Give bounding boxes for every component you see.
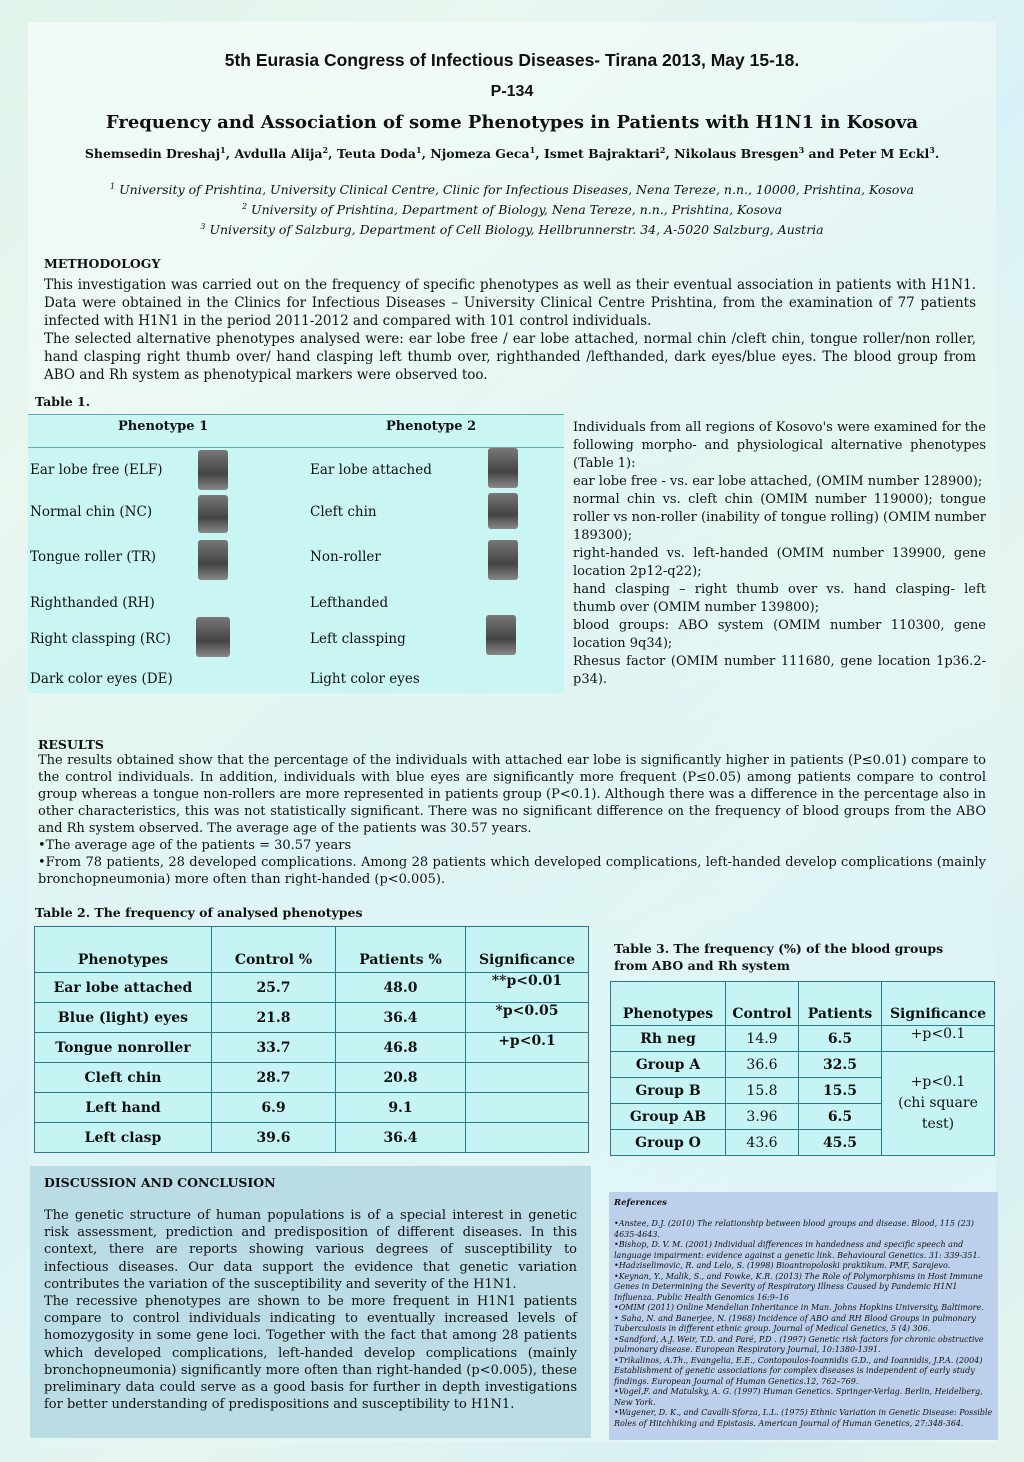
table2-cell: Ear lobe attached: [35, 973, 212, 1003]
reference-item: •Sandford, A.J. Weir, T.D. and Paré, P.D . (1997) Genetic risk factors for chronic obstructive pulmonary disease. European Respiratory Journal, 10:1380-1391.: [614, 1334, 984, 1354]
note-line: normal chin vs. cleft chin (OMIM number 119000); tongue roller vs non-roller (inability of tongue rolling) (OMIM number 189300);: [573, 492, 986, 543]
reference-item: •Keynan, Y., Malik, S., and Fowke, K.R. (2013) The Role of Polymorphisms in Host Immune Genes in Determining the Severity of Respiratory Illness Caused by Pandemic H1N1 Influenza. Public Health Genomics 16:9–16: [614, 1271, 983, 1302]
table1-divider: [28, 447, 564, 448]
table1-cell: Lefthanded: [310, 595, 389, 611]
right-clasp-photo: [196, 617, 230, 657]
table2-cell: Blue (light) eyes: [35, 1003, 212, 1033]
results-paragraph: The results obtained show that the percentage of the individuals with attached ear lobe is significantly higher in patients (P≤0.01) compare to the control individuals. In addition, individuals with blue eyes are significantly more frequent (P≤0.05) among patients compare to control group whereas a tongue non-rollers are more represented in patients group (P<0.1). Although there was a difference in the percentage also in other characteristics, this was not statistically significant. There was no significant difference on the frequency of blood groups from the ABO and Rh system observed. The average age of the patients was 30.57 years.: [38, 753, 986, 836]
table2-cell: 21.8: [212, 1003, 336, 1033]
table1-header: Phenotype 2: [386, 419, 477, 434]
table3-cell: 45.5: [799, 1130, 882, 1156]
author: Njomeza Geca: [430, 146, 530, 162]
author: Peter M Eckl: [838, 146, 930, 162]
table1-cell: Ear lobe attached: [310, 462, 432, 478]
table1-cell: Tongue roller (TR): [30, 549, 157, 565]
table2-header: Phenotypes: [35, 927, 212, 973]
table2-cell: Cleft chin: [35, 1063, 212, 1093]
table3-cell: 43.6: [726, 1130, 799, 1156]
table1-cell: Normal chin (NC): [30, 504, 153, 520]
author-sup: 1: [529, 145, 536, 155]
author: Shemsedin Dreshaj: [84, 146, 221, 162]
methodology-paragraph: The selected alternative phenotypes analysed were: ear lobe free / ear lobe attached, normal chin /cleft chin, tongue roller/non roller, hand clasping right thumb over/ hand clasping left thumb over, righthanded /lefthanded, dark eyes/blue eyes. The blood group from ABO and Rh system as phenotypical markers were observed too.: [44, 331, 976, 383]
table2-cell: **p<0.01: [466, 973, 589, 1003]
non-roller-photo: [488, 540, 518, 580]
author: Ismet Bajraktari: [543, 146, 660, 162]
table3-cell: 15.5: [799, 1078, 882, 1104]
ear-lobe-attached-photo: [488, 448, 518, 488]
reference-item: •Vogel,F. and Matulsky, A. G. (1997) Human Genetics. Springer-Verlag. Berlin, Heidelberg, New York.: [614, 1387, 983, 1407]
author-sup: 2: [322, 145, 329, 155]
discussion-text: [44, 1207, 577, 1413]
table3-significance: +p<0.1 (chi square test): [882, 1052, 995, 1156]
table3-cell: 14.9: [726, 1026, 799, 1052]
table2-cell: 46.8: [336, 1033, 466, 1063]
affiliation: $^2$ University of Prishtina, Department of Biology, Nena Tereze, n.n., Prishtina, Kosova: [241, 202, 783, 218]
references-heading: References: [614, 1198, 667, 1208]
affiliation: $^1$ University of Prishtina, University Clinical Centre, Clinic for Infectious Diseases, Nena Tereze, n.n., 10000, Prishtina, Kosova: [110, 182, 914, 198]
table3-header: Control: [726, 982, 799, 1026]
table2-cell: 28.7: [212, 1063, 336, 1093]
table2-cell: 33.7: [212, 1033, 336, 1063]
affiliation: $^3$ University of Salzburg, Department of Cell Biology, Hellbrunnerstr. 34, A-5020 Salzburg, Austria: [200, 222, 824, 238]
table3-cell: 3.96: [726, 1104, 799, 1130]
table3-cell: 6.5: [799, 1026, 882, 1052]
left-clasp-photo: [486, 615, 516, 655]
results-bullet: •From 78 patients, 28 developed complications. Among 28 patients which developed complications, left-handed develop complications (mainly bronchopneumonia) more often than right-handed (p<0.005).: [38, 855, 986, 887]
table1-header: Phenotype 1: [118, 419, 209, 434]
tongue-roller-photo: [198, 540, 228, 580]
table1-cell: Righthanded (RH): [30, 595, 155, 611]
reference-item: •Trikalinos, A.Th., Evangelia, E.E., Contopoulos-Ioannidis G.D., and Ioannidis, J.P.A. (2004) Establishment of genetic associations for complex diseases is independent of early study findings. European Journal of Human Genetics.12, 762–769.: [614, 1355, 983, 1386]
table3-cell: 15.8: [726, 1078, 799, 1104]
table1: [28, 414, 564, 693]
table3-header: Patients: [799, 982, 882, 1026]
references-list: [614, 1219, 995, 1429]
author: Avdulla Alija: [234, 146, 323, 162]
table2-header: Significance: [466, 927, 589, 973]
table3-cell: Group A: [611, 1052, 726, 1078]
author-sup: 3: [798, 145, 805, 155]
note-line: Rhesus factor (OMIM number 111680, gene location 1p36.2-p34).: [573, 654, 986, 687]
table2-cell: [466, 1123, 589, 1153]
table3-cell: 6.5: [799, 1104, 882, 1130]
table3-caption: Table 3. The frequency (%) of the blood groups from ABO and Rh system: [614, 941, 944, 973]
table3-cell: 32.5: [799, 1052, 882, 1078]
reference-item: •Wagener, D. K., and Cavalli-Sforza, L.L. (1975) Ethnic Variation in Genetic Disease: Possible Roles of Hitchhiking and Epistasis. American Journal of Human Genetics, 27:348-364.: [614, 1408, 993, 1428]
discussion-box: [30, 1166, 591, 1438]
table2-cell: Tongue nonroller: [35, 1033, 212, 1063]
references-box: [609, 1192, 998, 1440]
cleft-chin-photo: [488, 493, 518, 529]
table2-cell: 39.6: [212, 1123, 336, 1153]
table3-cell: 36.6: [726, 1052, 799, 1078]
poster-number: P-134: [490, 83, 534, 100]
table1-cell: Left classping: [310, 631, 406, 647]
table1-cell: Dark color eyes (DE): [30, 671, 173, 687]
table2-cell: Left hand: [35, 1093, 212, 1123]
table1-cell: Cleft chin: [310, 504, 377, 520]
table3-cell: Group B: [611, 1078, 726, 1104]
author-sup: 2: [659, 145, 666, 155]
table2-header: Patients %: [336, 927, 466, 973]
results-bullet: •The average age of the patients = 30.57 years: [38, 838, 352, 853]
author-list: Shemsedin Dreshaj$^1$, Avdulla Alija$^2$, Teuta Doda$^1$, Njomeza Geca$^1$, Ismet Bajraktari$^2$, Nikolaus Bresgen$^3$ and Peter M Eckl$^3$.: [84, 145, 940, 162]
reference-item: •Anstee, D.J. (2010) The relationship between blood groups and disease. Blood, 115 (23) 4635-4643.: [614, 1219, 974, 1239]
methodology-heading: METHODOLOGY: [44, 256, 161, 271]
author-sup: 1: [220, 145, 226, 155]
table2-cell: 25.7: [212, 973, 336, 1003]
methodology-paragraph: This investigation was carried out on the frequency of specific phenotypes as well as their eventual association in patients with H1N1. Data were obtained in the Clinics for Infectious Diseases – University Clinical Centre Prishtina, from the examination of 77 patients infected with H1N1 in the period 2011-2012 and compared with 101 control individuals.: [44, 277, 976, 329]
table2-cell: 36.4: [336, 1003, 466, 1033]
note-line: ear lobe free - vs. ear lobe attached, (OMIM number 128900);: [573, 474, 983, 489]
results-text: [38, 752, 986, 888]
table3-header: Phenotypes: [611, 982, 726, 1026]
table3-cell: Group AB: [611, 1104, 726, 1130]
congress-title: 5th Eurasia Congress of Infectious Diseases- Tirana 2013, May 15-18.: [224, 50, 800, 70]
methodology-text: [44, 276, 976, 384]
discussion-paragraph: The recessive phenotypes are shown to be more frequent in H1N1 patients compare to control individuals indicating to eventually increased levels of homozygosity in some gene loci. Together with the fact that among 28 patients which developed complications, left-handed develop complications (mainly bronchopneumonia) significantly more often than right-handed (p<0.005), these preliminary data could serve as a good basis for further in depth investigations for better understanding of predispositions and susceptibility to H1N1.: [44, 1294, 577, 1413]
ear-lobe-free-photo: [198, 450, 228, 490]
poster-title: Frequency and Association of some Phenotypes in Patients with H1N1 in Kosova: [105, 112, 919, 133]
affiliations: [40, 178, 984, 238]
author: Teuta Doda: [336, 146, 416, 162]
reference-item: •Hadziselimovic, R. and Lelo, S. (1998) Bioantropoloski praktikum. PMF, Sarajevo.: [614, 1261, 951, 1270]
note-line: hand clasping – right thumb over vs. hand clasping- left thumb over (OMIM number 139800);: [573, 582, 986, 615]
table1-notes: [573, 419, 986, 689]
note-line: blood groups: ABO system (OMIM number 110300, gene location 9q34);: [573, 618, 986, 651]
table2-cell: +p<0.1: [466, 1033, 589, 1063]
table2-header: Control %: [212, 927, 336, 973]
table2-cell: 36.4: [336, 1123, 466, 1153]
table2-cell: 9.1: [336, 1093, 466, 1123]
table1-cell: Light color eyes: [310, 671, 420, 687]
table3: [610, 981, 995, 1156]
note-line: Individuals from all regions of Kosovo's were examined for the following morpho- and physiological alternative phenotypes (Table 1):: [573, 420, 986, 471]
table3-cell: Group O: [611, 1130, 726, 1156]
discussion-heading: DISCUSSION AND CONCLUSION: [44, 1175, 276, 1190]
normal-chin-photo: [198, 495, 228, 533]
discussion-paragraph: The genetic structure of human populations is of a special interest in genetic risk assessment, prediction and predisposition of different diseases. In this context, there are reports showing various degrees of susceptibility to infectious diseases. Our data support the evidence that genetic variation contributes the variation of the susceptibility and severity of the H1N1.: [44, 1208, 577, 1292]
table2-cell: [466, 1093, 589, 1123]
table1-cell: Right classping (RC): [30, 631, 171, 647]
reference-item: •Bishop, D. V. M. (2001) Individual differences in handedness and specific speech and language impairment: evidence against a genetic link. Behavioural Genetics. 31: 339-351.: [614, 1240, 981, 1260]
note-line: right-handed vs. left-handed (OMIM number 139900, gene location 2p12-q22);: [573, 546, 986, 579]
table1-cell: Ear lobe free (ELF): [30, 462, 163, 478]
table2-cell: 6.9: [212, 1093, 336, 1123]
table3-cell: Rh neg: [611, 1026, 726, 1052]
author-sup: 1: [415, 145, 422, 155]
reference-item: •OMIM (2011) Online Mendelian Inheritance in Man. Johns Hopkins University, Baltimore.: [614, 1303, 984, 1312]
results-heading: RESULTS: [38, 737, 104, 752]
table2-cell: [466, 1063, 589, 1093]
table3-significance: +p<0.1: [882, 1026, 995, 1052]
table2-cell: 48.0: [336, 973, 466, 1003]
table2: [34, 926, 589, 1153]
table2-cell: *p<0.05: [466, 1003, 589, 1033]
table1-caption: Table 1.: [35, 394, 91, 409]
reference-item: • Saha, N. and Banerjee, N. (1968) Incidence of ABO and RH Blood Groups in pulmonary Tuberculosis in different ethnic group. Journal of Medical Genetics, 5 (4) 306.: [614, 1313, 976, 1333]
table2-cell: 20.8: [336, 1063, 466, 1093]
table2-caption: Table 2. The frequency of analysed phenotypes: [35, 905, 363, 920]
table2-cell: Left clasp: [35, 1123, 212, 1153]
table1-cell: Non-roller: [310, 549, 381, 565]
author-sup: 3: [929, 145, 935, 155]
author: Nikolaus Bresgen: [674, 146, 799, 162]
table3-header: Significance: [882, 982, 995, 1026]
